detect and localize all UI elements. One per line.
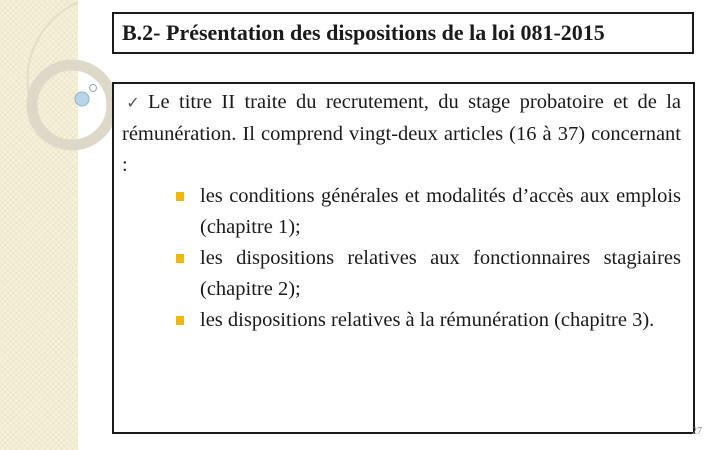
square-bullet-icon (176, 181, 186, 212)
square-bullet-icon (176, 305, 186, 336)
list-item-text: les dispositions relatives à la rémunération (chapitre 3). (200, 309, 655, 331)
content-box (112, 82, 695, 434)
bullet-list (122, 181, 681, 336)
square-bullet-icon (176, 243, 186, 274)
list-item-text: les conditions générales et modalités d’accès aux emplois (chapitre 1); (200, 185, 681, 238)
list-item (200, 181, 681, 243)
list-item (200, 243, 681, 305)
checkmark-icon: ✓ (126, 95, 140, 112)
list-item (200, 305, 681, 336)
intro-paragraph (122, 87, 681, 181)
list-item-text: les dispositions relatives aux fonctionnaires stagiaires (chapitre 2); (200, 247, 681, 300)
page-number: 27 (692, 426, 702, 437)
title-box (112, 12, 694, 54)
decorative-side-band (0, 0, 78, 450)
intro-text: Le titre II traite du recrutement, du stage probatoire et de la rémunération. Il comprend vingt-deux articles (16 à 37) concernant : (122, 91, 681, 176)
slide-title: B.2- Présentation des dispositions de la loi 081-2015 (122, 20, 605, 45)
